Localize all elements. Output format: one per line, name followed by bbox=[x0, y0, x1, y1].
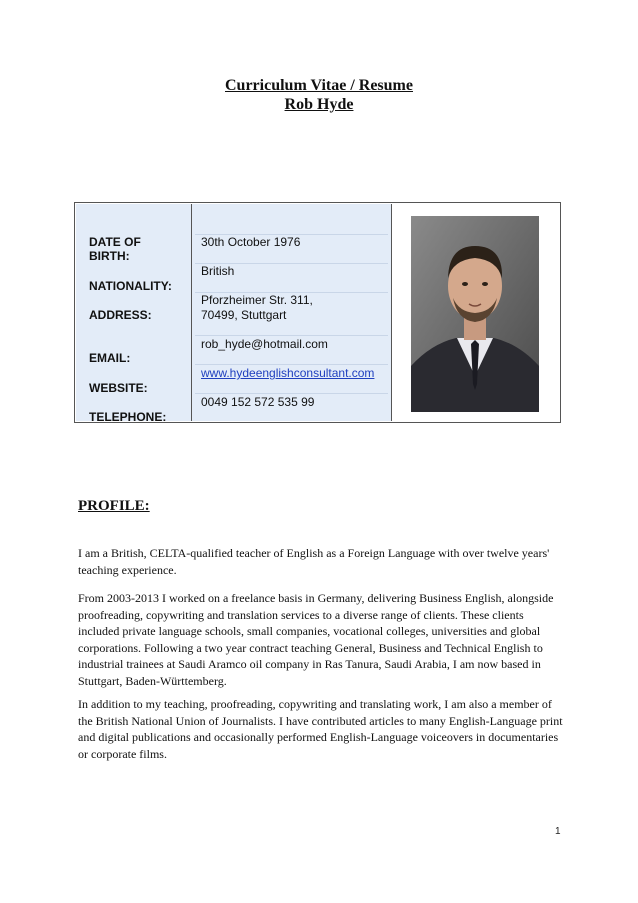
dob-label-line2: BIRTH: bbox=[89, 249, 130, 263]
details-values-column bbox=[192, 204, 392, 421]
personal-details-table bbox=[74, 202, 561, 423]
profile-photo bbox=[411, 216, 539, 412]
document-title-block bbox=[0, 76, 638, 114]
telephone-value: 0049 152 572 535 99 bbox=[201, 395, 315, 409]
email-label: EMAIL: bbox=[89, 351, 131, 365]
dob-value: 30th October 1976 bbox=[201, 235, 301, 249]
address-label: ADDRESS: bbox=[89, 308, 152, 322]
profile-paragraph-2: From 2003-2013 I worked on a freelance basis in Germany, delivering Business English, alongside proofreading, copywriting and translation services to a diverse range of clients. These clients included private language schools, small companies, vocational colleges, universities and global corporations. Following a two year contract teaching General, Business and Technical English to industrial trainees at Saudi Aramco oil company in Ras Tanura, Saudi Arabia, I am now based in Stuttgart, Baden-Württemberg. bbox=[78, 591, 554, 688]
portrait-illustration bbox=[411, 216, 539, 412]
profile-heading: PROFILE: bbox=[78, 498, 150, 514]
nationality-value: British bbox=[201, 264, 235, 278]
nationality-label: NATIONALITY: bbox=[89, 279, 172, 293]
document-title: Curriculum Vitae / Resume bbox=[225, 77, 413, 94]
profile-paragraph-1: I am a British, CELTA-qualified teacher of English as a Foreign Language with over twelve years' teaching experience. bbox=[78, 546, 550, 577]
website-link[interactable]: www.hydeenglishconsultant.com bbox=[201, 366, 375, 380]
address-value-line1: Pforzheimer Str. 311, bbox=[201, 293, 313, 307]
details-labels-column bbox=[76, 204, 192, 424]
profile-paragraph-3: In addition to my teaching, proofreading, copywriting and translating work, I am also a member of the British National Union of Journalists. I have contributed articles to many English-Language print and digital publications and occasionally performed English-Language voiceovers in documentaries or corporate films. bbox=[78, 697, 563, 761]
website-label: WEBSITE: bbox=[89, 381, 148, 395]
page-number: 1 bbox=[555, 826, 561, 837]
address-value-line2: 70499, Stuttgart bbox=[201, 308, 287, 322]
row-divider bbox=[195, 364, 388, 365]
row-divider bbox=[195, 335, 388, 336]
telephone-label: TELEPHONE: bbox=[89, 410, 167, 424]
email-value: rob_hyde@hotmail.com bbox=[201, 337, 328, 351]
person-name: Rob Hyde bbox=[284, 96, 354, 113]
photo-column bbox=[392, 204, 560, 421]
dob-label-line1: DATE OF bbox=[89, 235, 141, 249]
row-divider bbox=[195, 393, 388, 394]
